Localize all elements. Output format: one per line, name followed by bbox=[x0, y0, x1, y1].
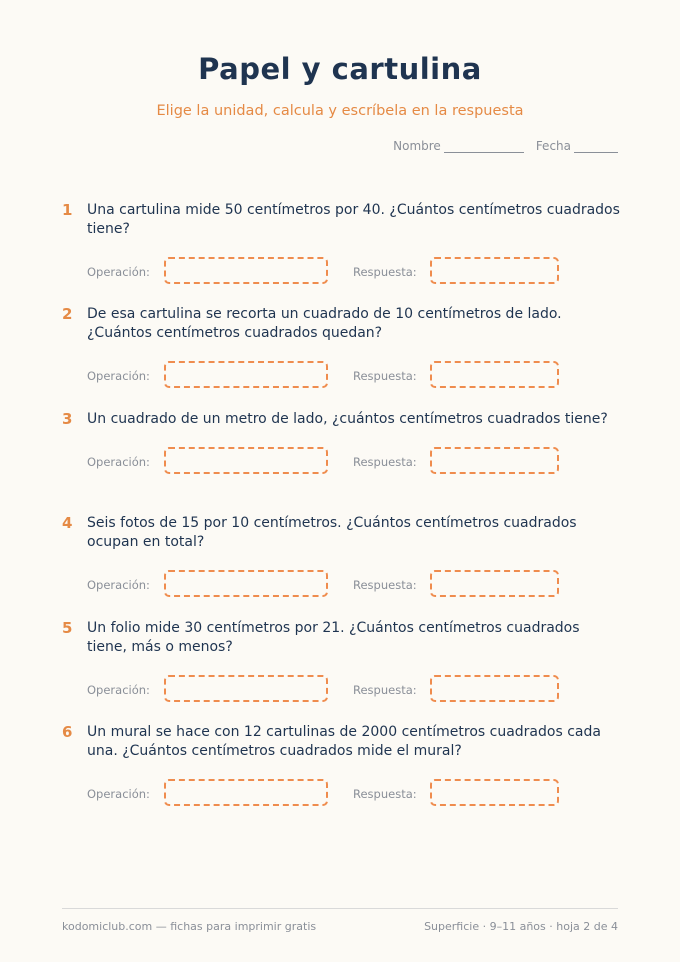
answer-label: Respuesta: bbox=[353, 369, 417, 383]
date-field[interactable] bbox=[574, 140, 618, 153]
answer-label: Respuesta: bbox=[353, 683, 417, 697]
question-text: Un mural se hace con 12 cartulinas de 2000 centímetros cuadrados cada una. ¿Cuántos centímetros cuadrados mide el mural? bbox=[87, 724, 601, 759]
question-number: 6 bbox=[62, 723, 73, 741]
operation-box[interactable] bbox=[164, 675, 328, 702]
answer-box[interactable] bbox=[430, 361, 559, 388]
footer-info: Superficie · 9–11 años · hoja 2 de 4 bbox=[424, 920, 618, 933]
question-2 bbox=[62, 305, 622, 391]
question-text: Una cartulina mide 50 centímetros por 40. ¿Cuántos centímetros cuadrados tiene? bbox=[87, 202, 620, 237]
name-label: Nombre bbox=[393, 139, 441, 153]
name-date-row bbox=[393, 139, 618, 153]
operation-box[interactable] bbox=[164, 779, 328, 806]
operation-label: Operación: bbox=[87, 265, 150, 279]
question-text: Un cuadrado de un metro de lado, ¿cuántos centímetros cuadrados tiene? bbox=[87, 411, 608, 427]
footer-site: kodomiclub.com — fichas para imprimir gratis bbox=[62, 920, 317, 933]
operation-label: Operación: bbox=[87, 578, 150, 592]
operation-box[interactable] bbox=[164, 257, 328, 284]
question-text: Seis fotos de 15 por 10 centímetros. ¿Cuántos centímetros cuadrados ocupan en total? bbox=[87, 515, 577, 550]
question-number: 1 bbox=[62, 201, 73, 219]
question-text: Un folio mide 30 centímetros por 21. ¿Cuántos centímetros cuadrados tiene, más o menos? bbox=[87, 620, 580, 655]
answer-label: Respuesta: bbox=[353, 578, 417, 592]
operation-label: Operación: bbox=[87, 683, 150, 697]
operation-label: Operación: bbox=[87, 369, 150, 383]
answer-box[interactable] bbox=[430, 447, 559, 474]
answer-box[interactable] bbox=[430, 779, 559, 806]
answer-row bbox=[62, 447, 622, 477]
question-number: 4 bbox=[62, 514, 73, 532]
answer-row bbox=[62, 675, 622, 705]
answer-box[interactable] bbox=[430, 257, 559, 284]
answer-label: Respuesta: bbox=[353, 265, 417, 279]
question-number: 2 bbox=[62, 305, 73, 323]
question-3 bbox=[62, 410, 622, 477]
footer-divider bbox=[62, 908, 618, 909]
question-1 bbox=[62, 201, 622, 287]
answer-row bbox=[62, 257, 622, 287]
operation-label: Operación: bbox=[87, 787, 150, 801]
operation-box[interactable] bbox=[164, 361, 328, 388]
answer-label: Respuesta: bbox=[353, 787, 417, 801]
operation-box[interactable] bbox=[164, 447, 328, 474]
answer-row bbox=[62, 779, 622, 809]
page-subtitle: Elige la unidad, calcula y escríbela en la respuesta bbox=[156, 103, 524, 119]
answer-row bbox=[62, 361, 622, 391]
answer-label: Respuesta: bbox=[353, 455, 417, 469]
date-label: Fecha bbox=[535, 139, 571, 153]
operation-box[interactable] bbox=[164, 570, 328, 597]
question-number: 5 bbox=[62, 619, 73, 637]
operation-label: Operación: bbox=[87, 455, 150, 469]
answer-box[interactable] bbox=[430, 675, 559, 702]
question-number: 3 bbox=[62, 410, 73, 428]
question-6 bbox=[62, 723, 622, 809]
answer-row bbox=[62, 570, 622, 600]
page-title: Papel y cartulina bbox=[198, 52, 482, 86]
question-5 bbox=[62, 619, 622, 705]
answer-box[interactable] bbox=[430, 570, 559, 597]
question-text: De esa cartulina se recorta un cuadrado de 10 centímetros de lado. ¿Cuántos centímetros cuadrados quedan? bbox=[87, 306, 562, 341]
question-4 bbox=[62, 514, 622, 600]
name-field[interactable] bbox=[444, 140, 524, 153]
